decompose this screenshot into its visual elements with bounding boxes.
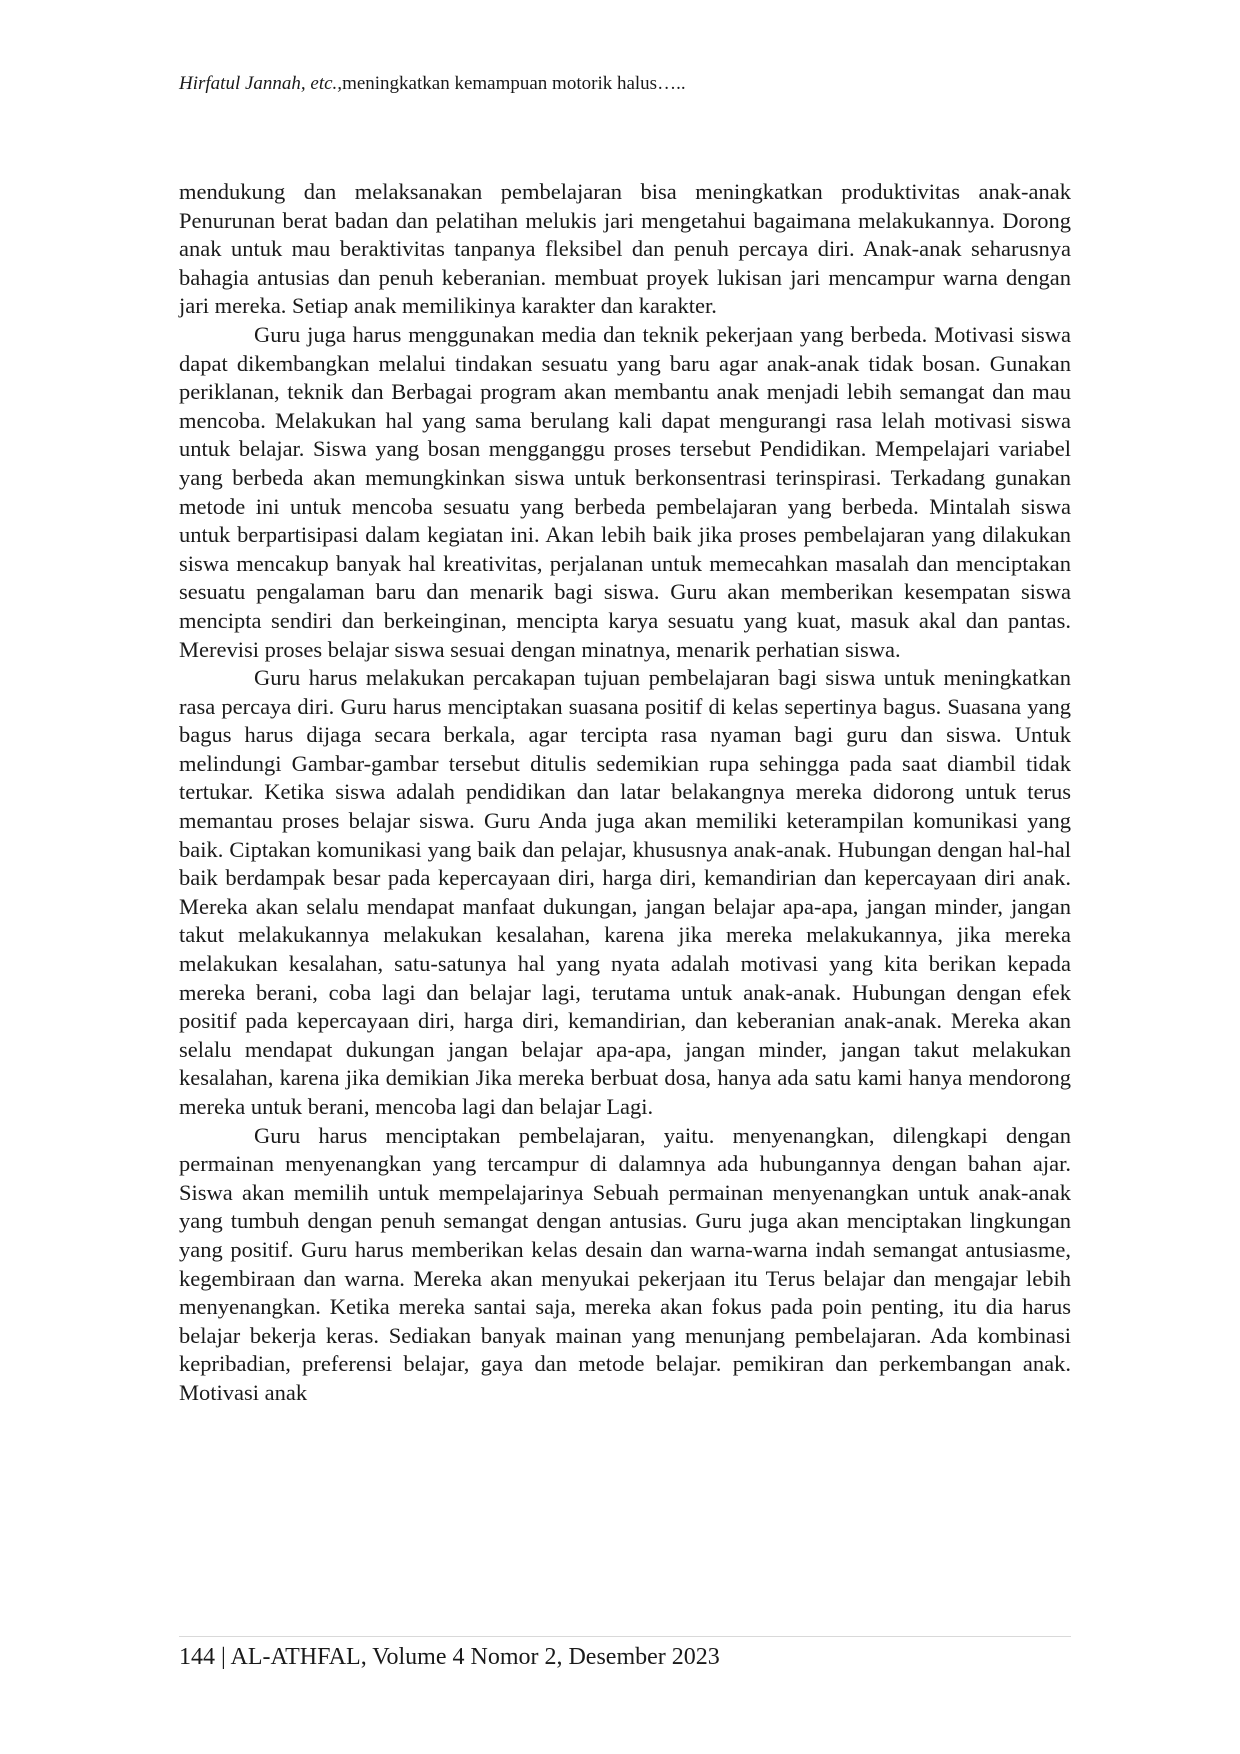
footer-divider (179, 1636, 1071, 1637)
body-paragraph-1: mendukung dan melaksanakan pembelajaran bisa meningkatkan produktivitas anak-anak Penurunan berat badan dan pelatihan melukis jari mengetahui bagaimana melakukannya. Dorong anak untuk mau beraktivitas tanpanya fleksibel dan penuh percaya diri. Anak-anak seharusnya bahagia antusias dan penuh keberanian. membuat proyek lukisan jari mencampur warna dengan jari mereka. Setiap anak memilikinya karakter dan karakter. (179, 179, 1071, 319)
article-body (179, 178, 1071, 1408)
header-authors: Hirfatul Jannah, etc., (179, 73, 343, 94)
running-header (179, 72, 1079, 96)
body-paragraph-3: Guru harus melakukan percakapan tujuan pembelajaran bagi siswa untuk meningkatkan rasa percaya diri. Guru harus menciptakan suasana positif di kelas sepertinya bagus. Suasana yang bagus harus dijaga secara berkala, agar tercipta rasa nyaman bagi guru dan siswa. Untuk melindungi Gambar-gambar tersebut ditulis sedemikian rupa sehingga pada saat diambil tidak tertukar. Ketika siswa adalah pendidikan dan latar belakangnya mereka didorong untuk terus memantau proses belajar siswa. Guru Anda juga akan memiliki keterampilan komunikasi yang baik. Ciptakan komunikasi yang baik dan pelajar, khususnya anak-anak. Hubungan dengan hal-hal baik berdampak besar pada kepercayaan diri, harga diri, kemandirian dan kepercayaan diri anak. Mereka akan selalu mendapat manfaat dukungan, jangan belajar apa-apa, jangan minder, jangan takut melakukannya melakukan kesalahan, karena jika mereka melakukannya, jika mereka melakukan kesalahan, satu-satunya hal yang nyata adalah motivasi yang kita berikan kepada mereka berani, coba lagi dan belajar lagi, terutama untuk anak-anak. Hubungan dengan efek positif pada kepercayaan diri, harga diri, kemandirian, dan keberanian anak-anak. Mereka akan selalu mendapat dukungan jangan belajar apa-apa, jangan minder, jangan takut melakukan kesalahan, karena jika demikian Jika mereka berbuat dosa, hanya ada satu kami hanya mendorong mereka untuk berani, mencoba lagi dan belajar Lagi. (179, 665, 1071, 1119)
body-paragraph-4: Guru harus menciptakan pembelajaran, yaitu. menyenangkan, dilengkapi dengan permainan menyenangkan yang tercampur di dalamnya ada hubungannya dengan bahan ajar. Siswa akan memilih untuk mempelajarinya Sebuah permainan menyenangkan untuk anak-anak yang tumbuh dengan penuh semangat dengan antusias. Guru juga akan menciptakan lingkungan yang positif. Guru harus memberikan kelas desain dan warna-warna indah semangat antusiasme, kegembiraan dan warna. Mereka akan menyukai pekerjaan itu Terus belajar dan mengajar lebih menyenangkan. Ketika mereka santai saja, mereka akan fokus pada poin penting, itu dia harus belajar bekerja keras. Sediakan banyak mainan yang menunjang pembelajaran. Ada kombinasi kepribadian, preferensi belajar, gaya dan metode belajar. pemikiran dan perkembangan anak. Motivasi anak (179, 1122, 1071, 1405)
page-footer: 144 | AL-ATHFAL, Volume 4 Nomor 2, Desember 2023 (179, 1644, 720, 1670)
body-paragraph-2: Guru juga harus menggunakan media dan teknik pekerjaan yang berbeda. Motivasi siswa dapat dikembangkan melalui tindakan sesuatu yang baru agar anak-anak tidak bosan. Gunakan periklanan, teknik dan Berbagai program akan membantu anak menjadi lebih semangat dan mau mencoba. Melakukan hal yang sama berulang kali dapat mengurangi rasa lelah motivasi siswa untuk belajar. Siswa yang bosan mengganggu proses tersebut Pendidikan. Mempelajari variabel yang berbeda akan memungkinkan siswa untuk berkonsentrasi terinspirasi. Terkadang gunakan metode ini untuk mencoba sesuatu yang berbeda pembelajaran yang berbeda. Mintalah siswa untuk berpartisipasi dalam kegiatan ini. Akan lebih baik jika proses pembelajaran yang dilakukan siswa mencakup banyak hal kreativitas, perjalanan untuk memecahkan masalah dan menciptakan sesuatu pengalaman baru dan menarik bagi siswa. Guru akan memberikan kesempatan siswa mencipta sendiri dan berkeinginan, mencipta karya sesuatu yang kuat, masuk akal dan pantas. Merevisi proses belajar siswa sesuai dengan minatnya, menarik perhatian siswa. (179, 321, 1071, 662)
header-title: meningkatkan kemampuan motorik halus….. (342, 73, 686, 94)
